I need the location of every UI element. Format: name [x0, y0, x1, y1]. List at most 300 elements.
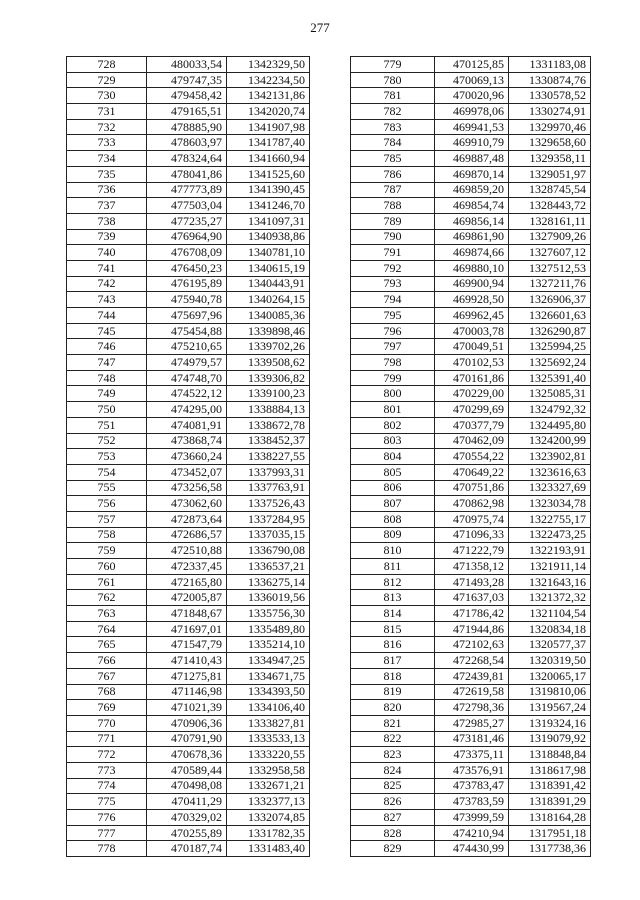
point-number-cell: 777 — [67, 825, 147, 841]
y-coordinate-cell: 1319324,16 — [509, 715, 591, 731]
y-coordinate-cell: 1328443,72 — [509, 198, 591, 214]
x-coordinate-cell: 473868,74 — [147, 433, 227, 449]
x-coordinate-cell: 474081,91 — [147, 417, 227, 433]
x-coordinate-cell: 478041,86 — [147, 166, 227, 182]
x-coordinate-cell: 470589,44 — [147, 762, 227, 778]
y-coordinate-cell: 1333220,55 — [227, 747, 310, 763]
point-number-cell: 732 — [67, 119, 147, 135]
y-coordinate-cell: 1342234,50 — [227, 72, 310, 88]
table-row — [67, 88, 310, 104]
table-row — [67, 825, 310, 841]
table-row — [67, 810, 310, 826]
point-number-cell: 781 — [351, 88, 435, 104]
point-number-cell: 758 — [67, 527, 147, 543]
point-number-cell: 741 — [67, 260, 147, 276]
point-number-cell: 764 — [67, 621, 147, 637]
y-coordinate-cell: 1325692,24 — [509, 355, 591, 371]
y-coordinate-cell: 1330874,76 — [509, 72, 591, 88]
x-coordinate-cell: 473375,11 — [435, 747, 509, 763]
x-coordinate-cell: 472798,36 — [435, 700, 509, 716]
point-number-cell: 748 — [67, 370, 147, 386]
y-coordinate-cell: 1335489,80 — [227, 621, 310, 637]
y-coordinate-cell: 1326601,63 — [509, 308, 591, 324]
y-coordinate-cell: 1337993,31 — [227, 464, 310, 480]
table-row — [67, 590, 310, 606]
table-row — [67, 684, 310, 700]
table-row — [351, 260, 591, 276]
point-number-cell: 743 — [67, 292, 147, 308]
y-coordinate-cell: 1323902,81 — [509, 449, 591, 465]
point-number-cell: 787 — [351, 182, 435, 198]
table-row — [351, 72, 591, 88]
table-row — [351, 292, 591, 308]
table-row — [67, 559, 310, 575]
y-coordinate-cell: 1333827,81 — [227, 715, 310, 731]
y-coordinate-cell: 1334947,25 — [227, 653, 310, 669]
point-number-cell: 775 — [67, 794, 147, 810]
x-coordinate-cell: 470649,22 — [435, 464, 509, 480]
table-row — [67, 57, 310, 73]
y-coordinate-cell: 1337284,95 — [227, 511, 310, 527]
point-number-cell: 822 — [351, 731, 435, 747]
y-coordinate-cell: 1339898,46 — [227, 323, 310, 339]
y-coordinate-cell: 1339100,23 — [227, 386, 310, 402]
table-row — [351, 496, 591, 512]
point-number-cell: 769 — [67, 700, 147, 716]
y-coordinate-cell: 1331183,08 — [509, 57, 591, 73]
point-number-cell: 770 — [67, 715, 147, 731]
point-number-cell: 825 — [351, 778, 435, 794]
point-number-cell: 778 — [67, 841, 147, 857]
point-number-cell: 756 — [67, 496, 147, 512]
y-coordinate-cell: 1319567,24 — [509, 700, 591, 716]
y-coordinate-cell: 1318391,29 — [509, 794, 591, 810]
table-row — [67, 794, 310, 810]
point-number-cell: 816 — [351, 637, 435, 653]
x-coordinate-cell: 471547,79 — [147, 637, 227, 653]
y-coordinate-cell: 1342329,50 — [227, 57, 310, 73]
point-number-cell: 821 — [351, 715, 435, 731]
x-coordinate-cell: 470187,74 — [147, 841, 227, 857]
x-coordinate-cell: 469962,45 — [435, 308, 509, 324]
table-row — [67, 119, 310, 135]
point-number-cell: 802 — [351, 417, 435, 433]
point-number-cell: 799 — [351, 370, 435, 386]
table-row — [351, 559, 591, 575]
table-row — [67, 433, 310, 449]
x-coordinate-cell: 470791,90 — [147, 731, 227, 747]
y-coordinate-cell: 1321104,54 — [509, 606, 591, 622]
point-number-cell: 751 — [67, 417, 147, 433]
x-coordinate-cell: 471410,43 — [147, 653, 227, 669]
y-coordinate-cell: 1328161,11 — [509, 213, 591, 229]
point-number-cell: 803 — [351, 433, 435, 449]
x-coordinate-cell: 470299,69 — [435, 402, 509, 418]
point-number-cell: 728 — [67, 57, 147, 73]
point-number-cell: 736 — [67, 182, 147, 198]
x-coordinate-cell: 469874,66 — [435, 245, 509, 261]
x-coordinate-cell: 470411,29 — [147, 794, 227, 810]
y-coordinate-cell: 1323034,78 — [509, 496, 591, 512]
point-number-cell: 782 — [351, 104, 435, 120]
point-number-cell: 792 — [351, 260, 435, 276]
x-coordinate-cell: 472873,64 — [147, 511, 227, 527]
table-row — [67, 715, 310, 731]
table-row — [351, 386, 591, 402]
point-number-cell: 752 — [67, 433, 147, 449]
table-row — [351, 308, 591, 324]
x-coordinate-cell: 473783,47 — [435, 778, 509, 794]
x-coordinate-cell: 472985,27 — [435, 715, 509, 731]
y-coordinate-cell: 1322473,25 — [509, 527, 591, 543]
table-row — [67, 72, 310, 88]
table-row — [67, 323, 310, 339]
x-coordinate-cell: 471222,79 — [435, 543, 509, 559]
table-row — [351, 841, 591, 857]
y-coordinate-cell: 1336275,14 — [227, 574, 310, 590]
y-coordinate-cell: 1328745,54 — [509, 182, 591, 198]
table-row — [351, 104, 591, 120]
point-number-cell: 798 — [351, 355, 435, 371]
point-number-cell: 763 — [67, 606, 147, 622]
x-coordinate-cell: 469900,94 — [435, 276, 509, 292]
y-coordinate-cell: 1340615,19 — [227, 260, 310, 276]
x-coordinate-cell: 472165,80 — [147, 574, 227, 590]
x-coordinate-cell: 470229,00 — [435, 386, 509, 402]
point-number-cell: 797 — [351, 339, 435, 355]
coordinates-table-left — [66, 56, 310, 857]
y-coordinate-cell: 1336019,56 — [227, 590, 310, 606]
point-number-cell: 755 — [67, 480, 147, 496]
y-coordinate-cell: 1337763,91 — [227, 480, 310, 496]
table-row — [67, 370, 310, 386]
table-row — [351, 590, 591, 606]
point-number-cell: 805 — [351, 464, 435, 480]
table-row — [351, 731, 591, 747]
y-coordinate-cell: 1320834,18 — [509, 621, 591, 637]
x-coordinate-cell: 476195,89 — [147, 276, 227, 292]
point-number-cell: 783 — [351, 119, 435, 135]
x-coordinate-cell: 470498,08 — [147, 778, 227, 794]
table-row — [67, 731, 310, 747]
x-coordinate-cell: 474748,70 — [147, 370, 227, 386]
y-coordinate-cell: 1339508,62 — [227, 355, 310, 371]
x-coordinate-cell: 469854,74 — [435, 198, 509, 214]
table-row — [351, 684, 591, 700]
table-row — [351, 527, 591, 543]
x-coordinate-cell: 477235,27 — [147, 213, 227, 229]
y-coordinate-cell: 1335214,10 — [227, 637, 310, 653]
table-row — [351, 245, 591, 261]
table-row — [351, 339, 591, 355]
x-coordinate-cell: 473999,59 — [435, 810, 509, 826]
table-row — [67, 621, 310, 637]
point-number-cell: 730 — [67, 88, 147, 104]
x-coordinate-cell: 473256,58 — [147, 480, 227, 496]
table-row — [351, 480, 591, 496]
point-number-cell: 784 — [351, 135, 435, 151]
point-number-cell: 765 — [67, 637, 147, 653]
point-number-cell: 785 — [351, 151, 435, 167]
table-row — [351, 794, 591, 810]
table-row — [351, 370, 591, 386]
table-row — [351, 606, 591, 622]
point-number-cell: 754 — [67, 464, 147, 480]
table-row — [351, 198, 591, 214]
y-coordinate-cell: 1338227,55 — [227, 449, 310, 465]
table-row — [67, 496, 310, 512]
point-number-cell: 828 — [351, 825, 435, 841]
y-coordinate-cell: 1327909,26 — [509, 229, 591, 245]
x-coordinate-cell: 472619,58 — [435, 684, 509, 700]
table-row — [67, 182, 310, 198]
y-coordinate-cell: 1340938,86 — [227, 229, 310, 245]
x-coordinate-cell: 472102,63 — [435, 637, 509, 653]
point-number-cell: 767 — [67, 668, 147, 684]
y-coordinate-cell: 1339702,26 — [227, 339, 310, 355]
y-coordinate-cell: 1337526,43 — [227, 496, 310, 512]
x-coordinate-cell: 470125,85 — [435, 57, 509, 73]
table-row — [67, 574, 310, 590]
point-number-cell: 739 — [67, 229, 147, 245]
point-number-cell: 773 — [67, 762, 147, 778]
table-row — [67, 151, 310, 167]
point-number-cell: 794 — [351, 292, 435, 308]
y-coordinate-cell: 1329051,97 — [509, 166, 591, 182]
y-coordinate-cell: 1322193,91 — [509, 543, 591, 559]
x-coordinate-cell: 470975,74 — [435, 511, 509, 527]
table-row — [351, 464, 591, 480]
y-coordinate-cell: 1320065,17 — [509, 668, 591, 684]
x-coordinate-cell: 469910,79 — [435, 135, 509, 151]
y-coordinate-cell: 1334393,50 — [227, 684, 310, 700]
point-number-cell: 819 — [351, 684, 435, 700]
table-row — [67, 402, 310, 418]
table-row — [67, 135, 310, 151]
x-coordinate-cell: 471786,42 — [435, 606, 509, 622]
table-row — [67, 449, 310, 465]
table-row — [351, 653, 591, 669]
x-coordinate-cell: 474210,94 — [435, 825, 509, 841]
x-coordinate-cell: 477773,89 — [147, 182, 227, 198]
x-coordinate-cell: 470329,02 — [147, 810, 227, 826]
y-coordinate-cell: 1329658,60 — [509, 135, 591, 151]
table-row — [351, 182, 591, 198]
x-coordinate-cell: 470751,86 — [435, 480, 509, 496]
x-coordinate-cell: 474979,57 — [147, 355, 227, 371]
table-row — [67, 166, 310, 182]
point-number-cell: 826 — [351, 794, 435, 810]
table-row — [67, 245, 310, 261]
point-number-cell: 796 — [351, 323, 435, 339]
point-number-cell: 813 — [351, 590, 435, 606]
point-number-cell: 772 — [67, 747, 147, 763]
point-number-cell: 729 — [67, 72, 147, 88]
page-number: 277 — [310, 20, 330, 35]
x-coordinate-cell: 472686,57 — [147, 527, 227, 543]
table-row — [351, 449, 591, 465]
table-row — [351, 213, 591, 229]
y-coordinate-cell: 1339306,82 — [227, 370, 310, 386]
x-coordinate-cell: 471275,81 — [147, 668, 227, 684]
point-number-cell: 808 — [351, 511, 435, 527]
y-coordinate-cell: 1325085,31 — [509, 386, 591, 402]
table-row — [351, 747, 591, 763]
table-row — [67, 653, 310, 669]
y-coordinate-cell: 1317738,36 — [509, 841, 591, 857]
y-coordinate-cell: 1331782,35 — [227, 825, 310, 841]
point-number-cell: 801 — [351, 402, 435, 418]
y-coordinate-cell: 1321372,32 — [509, 590, 591, 606]
point-number-cell: 768 — [67, 684, 147, 700]
x-coordinate-cell: 476708,09 — [147, 245, 227, 261]
table-row — [67, 464, 310, 480]
table-row — [67, 339, 310, 355]
table-row — [67, 292, 310, 308]
point-number-cell: 740 — [67, 245, 147, 261]
x-coordinate-cell: 472510,88 — [147, 543, 227, 559]
point-number-cell: 750 — [67, 402, 147, 418]
point-number-cell: 823 — [351, 747, 435, 763]
y-coordinate-cell: 1318164,28 — [509, 810, 591, 826]
x-coordinate-cell: 470906,36 — [147, 715, 227, 731]
y-coordinate-cell: 1332074,85 — [227, 810, 310, 826]
y-coordinate-cell: 1331483,40 — [227, 841, 310, 857]
y-coordinate-cell: 1340085,36 — [227, 308, 310, 324]
table-row — [351, 323, 591, 339]
x-coordinate-cell: 479458,42 — [147, 88, 227, 104]
table-row — [351, 810, 591, 826]
table-row — [351, 135, 591, 151]
x-coordinate-cell: 478603,97 — [147, 135, 227, 151]
y-coordinate-cell: 1318391,42 — [509, 778, 591, 794]
x-coordinate-cell: 470102,53 — [435, 355, 509, 371]
table-row — [351, 574, 591, 590]
x-coordinate-cell: 474522,12 — [147, 386, 227, 402]
table-row — [67, 700, 310, 716]
table-row — [67, 386, 310, 402]
point-number-cell: 745 — [67, 323, 147, 339]
table-row — [67, 778, 310, 794]
point-number-cell: 806 — [351, 480, 435, 496]
x-coordinate-cell: 470049,51 — [435, 339, 509, 355]
x-coordinate-cell: 473660,24 — [147, 449, 227, 465]
point-number-cell: 817 — [351, 653, 435, 669]
x-coordinate-cell: 470377,79 — [435, 417, 509, 433]
table-row — [351, 88, 591, 104]
x-coordinate-cell: 469978,06 — [435, 104, 509, 120]
table-row — [67, 417, 310, 433]
y-coordinate-cell: 1317951,18 — [509, 825, 591, 841]
point-number-cell: 761 — [67, 574, 147, 590]
x-coordinate-cell: 472268,54 — [435, 653, 509, 669]
y-coordinate-cell: 1330274,91 — [509, 104, 591, 120]
y-coordinate-cell: 1320577,37 — [509, 637, 591, 653]
y-coordinate-cell: 1342020,74 — [227, 104, 310, 120]
y-coordinate-cell: 1321911,14 — [509, 559, 591, 575]
x-coordinate-cell: 473181,46 — [435, 731, 509, 747]
x-coordinate-cell: 470003,78 — [435, 323, 509, 339]
y-coordinate-cell: 1322755,17 — [509, 511, 591, 527]
x-coordinate-cell: 469941,53 — [435, 119, 509, 135]
table-row — [351, 433, 591, 449]
y-coordinate-cell: 1340443,91 — [227, 276, 310, 292]
point-number-cell: 812 — [351, 574, 435, 590]
y-coordinate-cell: 1338884,13 — [227, 402, 310, 418]
point-number-cell: 795 — [351, 308, 435, 324]
y-coordinate-cell: 1325391,40 — [509, 370, 591, 386]
y-coordinate-cell: 1335756,30 — [227, 606, 310, 622]
point-number-cell: 827 — [351, 810, 435, 826]
table-row — [351, 825, 591, 841]
x-coordinate-cell: 470678,36 — [147, 747, 227, 763]
point-number-cell: 824 — [351, 762, 435, 778]
point-number-cell: 790 — [351, 229, 435, 245]
table-row — [67, 511, 310, 527]
x-coordinate-cell: 471096,33 — [435, 527, 509, 543]
y-coordinate-cell: 1319810,06 — [509, 684, 591, 700]
y-coordinate-cell: 1326290,87 — [509, 323, 591, 339]
x-coordinate-cell: 473062,60 — [147, 496, 227, 512]
point-number-cell: 776 — [67, 810, 147, 826]
x-coordinate-cell: 470554,22 — [435, 449, 509, 465]
table-row — [351, 637, 591, 653]
table-row — [67, 355, 310, 371]
y-coordinate-cell: 1337035,15 — [227, 527, 310, 543]
point-number-cell: 774 — [67, 778, 147, 794]
point-number-cell: 809 — [351, 527, 435, 543]
point-number-cell: 791 — [351, 245, 435, 261]
x-coordinate-cell: 471358,12 — [435, 559, 509, 575]
x-coordinate-cell: 470255,89 — [147, 825, 227, 841]
x-coordinate-cell: 477503,04 — [147, 198, 227, 214]
table-row — [67, 606, 310, 622]
y-coordinate-cell: 1334671,75 — [227, 668, 310, 684]
table-row — [351, 166, 591, 182]
point-number-cell: 800 — [351, 386, 435, 402]
x-coordinate-cell: 469859,20 — [435, 182, 509, 198]
y-coordinate-cell: 1324792,32 — [509, 402, 591, 418]
point-number-cell: 789 — [351, 213, 435, 229]
table-row — [351, 417, 591, 433]
point-number-cell: 735 — [67, 166, 147, 182]
x-coordinate-cell: 475940,78 — [147, 292, 227, 308]
x-coordinate-cell: 476964,90 — [147, 229, 227, 245]
table-row — [67, 276, 310, 292]
table-row — [67, 762, 310, 778]
x-coordinate-cell: 471637,03 — [435, 590, 509, 606]
y-coordinate-cell: 1330578,52 — [509, 88, 591, 104]
x-coordinate-cell: 472005,87 — [147, 590, 227, 606]
point-number-cell: 814 — [351, 606, 435, 622]
y-coordinate-cell: 1333533,13 — [227, 731, 310, 747]
point-number-cell: 786 — [351, 166, 435, 182]
x-coordinate-cell: 475210,65 — [147, 339, 227, 355]
y-coordinate-cell: 1340264,15 — [227, 292, 310, 308]
point-number-cell: 811 — [351, 559, 435, 575]
point-number-cell: 815 — [351, 621, 435, 637]
x-coordinate-cell: 469856,14 — [435, 213, 509, 229]
table-body — [67, 57, 310, 857]
x-coordinate-cell: 470161,86 — [435, 370, 509, 386]
y-coordinate-cell: 1327512,53 — [509, 260, 591, 276]
table-row — [67, 668, 310, 684]
point-number-cell: 757 — [67, 511, 147, 527]
table-row — [351, 778, 591, 794]
x-coordinate-cell: 480033,54 — [147, 57, 227, 73]
x-coordinate-cell: 471021,39 — [147, 700, 227, 716]
point-number-cell: 734 — [67, 151, 147, 167]
